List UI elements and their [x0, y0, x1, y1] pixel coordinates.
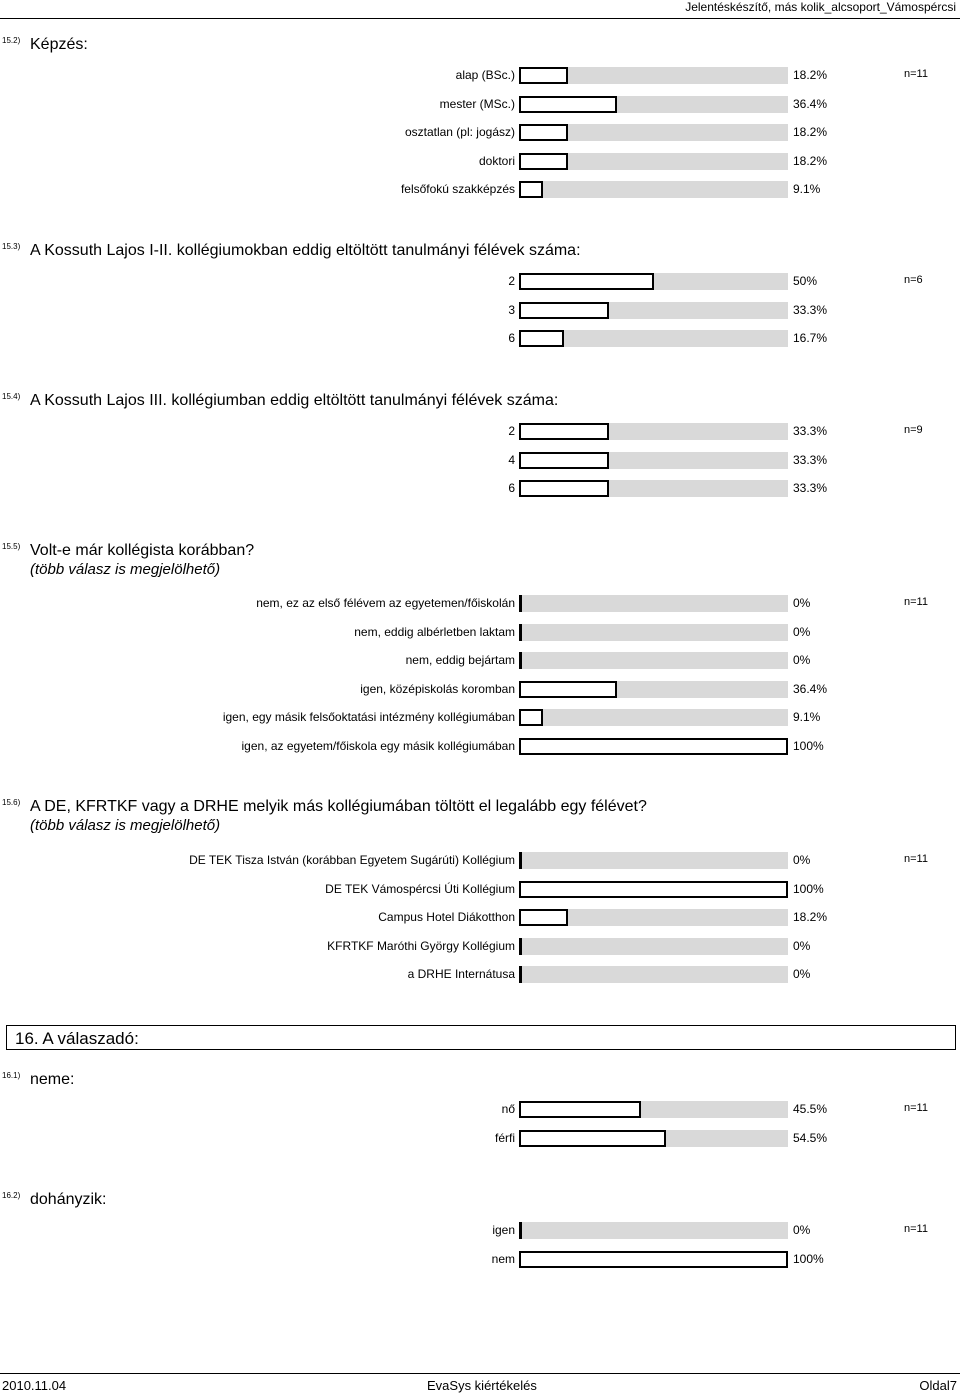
answer-percentage: 33.3%: [793, 303, 828, 317]
answer-percentage: 50%: [793, 274, 818, 288]
answer-row: [0, 880, 960, 900]
answer-row: [0, 329, 960, 349]
section-16-header: [6, 1025, 956, 1050]
answer-row: [0, 451, 960, 471]
answer-row: [0, 95, 960, 115]
question-subtitle: (több válasz is megjelölhető): [30, 817, 221, 834]
question-title: dohányzik:: [30, 1191, 107, 1208]
answer-label: 6: [508, 331, 515, 345]
answer-label: alap (BSc.): [455, 68, 515, 82]
header-divider: [0, 18, 960, 19]
answer-label: 2: [508, 274, 515, 288]
question-title: A Kossuth Lajos III. kollégiumban eddig eltöltött tanulmányi félévek száma:: [30, 392, 559, 409]
percentage-bar: [519, 966, 522, 983]
bar-track: [519, 852, 788, 869]
percentage-bar: [519, 153, 568, 170]
answer-percentage: 18.2%: [793, 154, 828, 168]
respondent-count: n=11: [904, 596, 928, 608]
question-number: 15.2): [2, 36, 21, 45]
answer-label: nem, ez az első félévem az egyetemen/főiskolán: [256, 596, 515, 610]
bar-track: [519, 452, 788, 469]
respondent-count: n=11: [904, 1102, 928, 1114]
answer-row: [0, 680, 960, 700]
answer-label: doktori: [478, 154, 515, 168]
answer-label: osztatlan (pl: jogász): [404, 125, 515, 139]
answer-percentage: 0%: [793, 625, 811, 639]
answer-percentage: 18.2%: [793, 68, 828, 82]
footer-center: EvaSys kiértékelés: [427, 1378, 537, 1393]
percentage-bar: [519, 67, 568, 84]
answer-percentage: 0%: [793, 853, 811, 867]
answer-label: igen: [492, 1223, 515, 1237]
percentage-bar: [519, 624, 522, 641]
bar-track: [519, 595, 788, 612]
answer-percentage: 9.1%: [793, 710, 821, 724]
percentage-bar: [519, 652, 522, 669]
percentage-bar: [519, 881, 788, 898]
question-title: neme:: [30, 1071, 75, 1088]
answer-row: [0, 594, 960, 614]
answer-label: nem, eddig bejártam: [405, 653, 515, 667]
bar-track: [519, 302, 788, 319]
answer-percentage: 18.2%: [793, 910, 828, 924]
percentage-bar: [519, 1222, 522, 1239]
percentage-bar: [519, 1101, 641, 1118]
percentage-bar: [519, 452, 609, 469]
answer-row: [0, 479, 960, 499]
percentage-bar: [519, 96, 617, 113]
footer-page: Oldal7: [919, 1378, 957, 1393]
percentage-bar: [519, 852, 522, 869]
percentage-bar: [519, 681, 617, 698]
bar-track: [519, 709, 788, 726]
answer-percentage: 36.4%: [793, 97, 828, 111]
answer-label: igen, egy másik felsőoktatási intézmény kollégiumában: [222, 710, 515, 724]
bar-track: [519, 67, 788, 84]
answer-row: [0, 301, 960, 321]
answer-row: [0, 1129, 960, 1149]
answer-label: 4: [508, 453, 515, 467]
answer-percentage: 45.5%: [793, 1102, 828, 1116]
percentage-bar: [519, 1251, 788, 1268]
answer-label: DE TEK Vámospércsi Úti Kollégium: [325, 882, 515, 896]
answer-row: [0, 1100, 960, 1120]
bar-track: [519, 181, 788, 198]
answer-row: [0, 180, 960, 200]
answer-percentage: 33.3%: [793, 453, 828, 467]
answer-label: igen, középiskolás koromban: [360, 682, 515, 696]
answer-row: [0, 1250, 960, 1270]
percentage-bar: [519, 909, 568, 926]
question-subtitle: (több válasz is megjelölhető): [30, 561, 221, 578]
bar-track: [519, 1101, 788, 1118]
bar-track: [519, 480, 788, 497]
answer-percentage: 33.3%: [793, 424, 828, 438]
answer-row: [0, 66, 960, 86]
answer-row: [0, 851, 960, 871]
answer-percentage: 0%: [793, 1223, 811, 1237]
percentage-bar: [519, 938, 522, 955]
bar-track: [519, 738, 788, 755]
answer-percentage: 9.1%: [793, 182, 821, 196]
question-number: 16.1): [2, 1071, 21, 1080]
answer-percentage: 36.4%: [793, 682, 828, 696]
answer-percentage: 18.2%: [793, 125, 828, 139]
answer-label: 6: [508, 481, 515, 495]
question-number: 15.4): [2, 392, 21, 401]
respondent-count: n=11: [904, 1223, 928, 1235]
bar-track: [519, 1222, 788, 1239]
bar-track: [519, 681, 788, 698]
percentage-bar: [519, 738, 788, 755]
question-number: 15.6): [2, 798, 21, 807]
percentage-bar: [519, 709, 543, 726]
answer-label: nem, eddig albérletben laktam: [354, 625, 515, 639]
percentage-bar: [519, 423, 609, 440]
bar-track: [519, 966, 788, 983]
respondent-count: n=11: [904, 68, 928, 80]
answer-label: nem: [491, 1252, 515, 1266]
percentage-bar: [519, 480, 609, 497]
bar-track: [519, 938, 788, 955]
bar-track: [519, 652, 788, 669]
bar-track: [519, 624, 788, 641]
answer-row: [0, 272, 960, 292]
answer-label: felsőfokú szakképzés: [400, 182, 515, 196]
answer-row: [0, 937, 960, 957]
question-title: Képzés:: [30, 36, 88, 53]
bar-track: [519, 881, 788, 898]
answer-label: 2: [508, 424, 515, 438]
answer-percentage: 100%: [793, 1252, 824, 1266]
footer-date: 2010.11.04: [2, 1378, 67, 1393]
answer-row: [0, 123, 960, 143]
answer-row: [0, 422, 960, 442]
percentage-bar: [519, 595, 522, 612]
answer-label: DE TEK Tisza István (korábban Egyetem Sugárúti) Kollégium: [189, 853, 515, 867]
respondent-count: n=9: [904, 424, 923, 436]
answer-label: KFRTKF Maróthi György Kollégium: [327, 939, 515, 953]
bar-track: [519, 96, 788, 113]
answer-label: férfi: [494, 1131, 515, 1145]
bar-track: [519, 153, 788, 170]
answer-row: [0, 965, 960, 985]
answer-label: igen, az egyetem/főiskola egy másik kollégiumában: [241, 739, 515, 753]
percentage-bar: [519, 330, 564, 347]
percentage-bar: [519, 302, 609, 319]
percentage-bar: [519, 124, 568, 141]
answer-label: 3: [508, 303, 515, 317]
answer-percentage: 33.3%: [793, 481, 828, 495]
question-title: A Kossuth Lajos I-II. kollégiumokban eddig eltöltött tanulmányi félévek száma:: [30, 242, 581, 259]
report-header-title: Jelentéskészítő, más kolik_alcsoport_Vámospércsi: [685, 0, 956, 14]
answer-row: [0, 737, 960, 757]
answer-row: [0, 708, 960, 728]
bar-track: [519, 909, 788, 926]
answer-percentage: 0%: [793, 939, 811, 953]
answer-percentage: 0%: [793, 653, 811, 667]
answer-percentage: 54.5%: [793, 1131, 828, 1145]
bar-track: [519, 1130, 788, 1147]
bar-track: [519, 1251, 788, 1268]
answer-label: a DRHE Internátusa: [407, 967, 515, 981]
answer-percentage: 100%: [793, 739, 824, 753]
answer-row: [0, 623, 960, 643]
answer-row: [0, 1221, 960, 1241]
answer-label: mester (MSc.): [439, 97, 515, 111]
bar-track: [519, 273, 788, 290]
bar-track: [519, 124, 788, 141]
bar-track: [519, 330, 788, 347]
answer-row: [0, 651, 960, 671]
question-number: 15.5): [2, 542, 21, 551]
answer-percentage: 100%: [793, 882, 824, 896]
bar-track: [519, 423, 788, 440]
footer-divider: [0, 1373, 960, 1374]
question-title: Volt-e már kollégista korábban?: [30, 542, 255, 559]
respondent-count: n=11: [904, 853, 928, 865]
answer-percentage: 0%: [793, 967, 811, 981]
answer-label: nő: [501, 1102, 515, 1116]
answer-percentage: 16.7%: [793, 331, 828, 345]
question-number: 16.2): [2, 1191, 21, 1200]
question-title: A DE, KFRTKF vagy a DRHE melyik más kollégiumában töltött el legalább egy félévet?: [30, 798, 647, 815]
answer-row: [0, 908, 960, 928]
question-number: 15.3): [2, 242, 21, 251]
percentage-bar: [519, 181, 543, 198]
percentage-bar: [519, 1130, 666, 1147]
answer-label: Campus Hotel Diákotthon: [378, 910, 515, 924]
answer-percentage: 0%: [793, 596, 811, 610]
answer-row: [0, 152, 960, 172]
respondent-count: n=6: [904, 274, 923, 286]
section-16-title: 16. A válaszadó:: [15, 1029, 139, 1048]
percentage-bar: [519, 273, 654, 290]
